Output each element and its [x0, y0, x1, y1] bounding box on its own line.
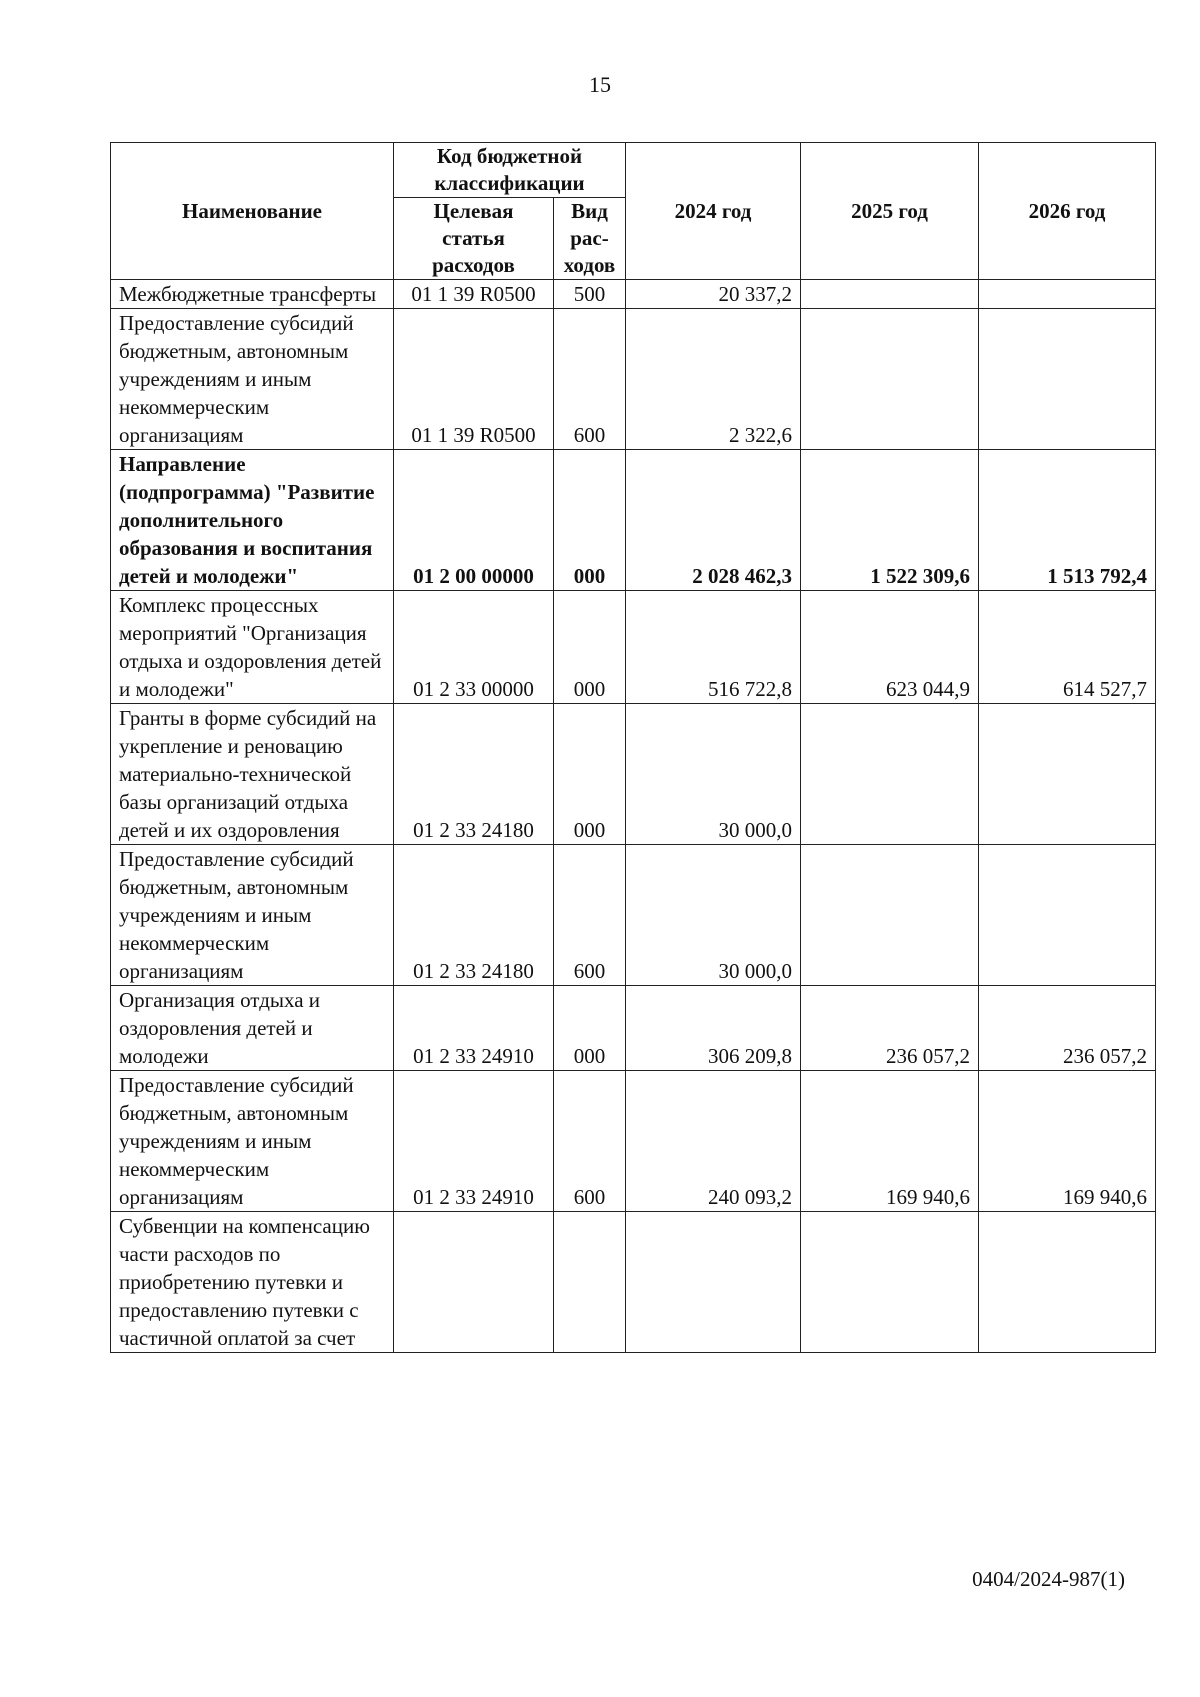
header-code-group: Код бюджетной классификации [394, 143, 626, 198]
row-value-2026: 236 057,2 [979, 986, 1156, 1071]
header-2025: 2025 год [801, 143, 979, 280]
row-expense-kind: 000 [554, 986, 626, 1071]
row-target-code: 01 2 33 00000 [394, 591, 554, 704]
page-number: 15 [589, 72, 611, 97]
row-expense-kind [554, 1212, 626, 1353]
row-value-2025: 1 522 309,6 [801, 450, 979, 591]
row-name: Предоставление субсидий бюджетным, автономным учреждениям и иным некоммерческим организациям [111, 845, 394, 986]
row-value-2026 [979, 309, 1156, 450]
row-expense-kind: 000 [554, 591, 626, 704]
row-value-2026: 1 513 792,4 [979, 450, 1156, 591]
row-value-2025 [801, 704, 979, 845]
row-expense-kind: 500 [554, 280, 626, 309]
table-row [111, 845, 1156, 986]
row-target-code: 01 2 33 24910 [394, 986, 554, 1071]
row-value-2024: 306 209,8 [626, 986, 801, 1071]
row-target-code: 01 2 00 00000 [394, 450, 554, 591]
row-value-2026 [979, 280, 1156, 309]
row-value-2026 [979, 845, 1156, 986]
row-value-2025 [801, 845, 979, 986]
row-expense-kind: 000 [554, 450, 626, 591]
row-value-2026: 614 527,7 [979, 591, 1156, 704]
row-value-2024: 2 028 462,3 [626, 450, 801, 591]
row-value-2024: 240 093,2 [626, 1071, 801, 1212]
table-row [111, 986, 1156, 1071]
row-value-2024 [626, 1212, 801, 1353]
row-target-code [394, 1212, 554, 1353]
row-name: Предоставление субсидий бюджетным, автономным учреждениям и иным некоммерческим организациям [111, 309, 394, 450]
header-2024: 2024 год [626, 143, 801, 280]
row-value-2025: 236 057,2 [801, 986, 979, 1071]
row-expense-kind: 600 [554, 1071, 626, 1212]
row-value-2024: 516 722,8 [626, 591, 801, 704]
row-expense-kind: 600 [554, 845, 626, 986]
row-value-2025 [801, 1212, 979, 1353]
row-value-2025 [801, 280, 979, 309]
table-row [111, 450, 1156, 591]
table-row [111, 704, 1156, 845]
row-target-code: 01 1 39 R0500 [394, 280, 554, 309]
row-value-2025: 169 940,6 [801, 1071, 979, 1212]
budget-table [110, 142, 1156, 1353]
row-target-code: 01 2 33 24910 [394, 1071, 554, 1212]
row-value-2026 [979, 704, 1156, 845]
header-expense-kind: Вид рас-ходов [554, 198, 626, 280]
row-name: Субвенции на компенсацию части расходов по приобретению путевки и предоставлению путевки с частичной оплатой за счет [111, 1212, 394, 1353]
table-row [111, 591, 1156, 704]
table-row [111, 1212, 1156, 1353]
row-target-code: 01 2 33 24180 [394, 704, 554, 845]
row-value-2026 [979, 1212, 1156, 1353]
row-name: Межбюджетные трансферты [111, 280, 394, 309]
row-value-2024: 30 000,0 [626, 845, 801, 986]
row-value-2025: 623 044,9 [801, 591, 979, 704]
row-expense-kind: 600 [554, 309, 626, 450]
row-name: Направление (подпрограмма) "Развитие дополнительного образования и воспитания детей и молодежи" [111, 450, 394, 591]
row-expense-kind: 000 [554, 704, 626, 845]
row-value-2025 [801, 309, 979, 450]
header-2026: 2026 год [979, 143, 1156, 280]
header-target-article: Целевая статья расходов [394, 198, 554, 280]
row-name: Предоставление субсидий бюджетным, автономным учреждениям и иным некоммерческим организациям [111, 1071, 394, 1212]
row-name: Комплекс процессных мероприятий "Организация отдыха и оздоровления детей и молодежи" [111, 591, 394, 704]
table-row [111, 1071, 1156, 1212]
table-row [111, 309, 1156, 450]
row-value-2024: 30 000,0 [626, 704, 801, 845]
row-target-code: 01 1 39 R0500 [394, 309, 554, 450]
table-header [111, 143, 1156, 280]
row-name: Гранты в форме субсидий на укрепление и реновацию материально-технической базы организаций отдыха детей и их оздоровления [111, 704, 394, 845]
document-number: 0404/2024-987(1) [972, 1567, 1125, 1591]
table-body [111, 280, 1156, 1353]
row-target-code: 01 2 33 24180 [394, 845, 554, 986]
table-row [111, 280, 1156, 309]
header-name: Наименование [111, 143, 394, 280]
row-value-2026: 169 940,6 [979, 1071, 1156, 1212]
row-value-2024: 2 322,6 [626, 309, 801, 450]
row-value-2024: 20 337,2 [626, 280, 801, 309]
row-name: Организация отдыха и оздоровления детей и молодежи [111, 986, 394, 1071]
